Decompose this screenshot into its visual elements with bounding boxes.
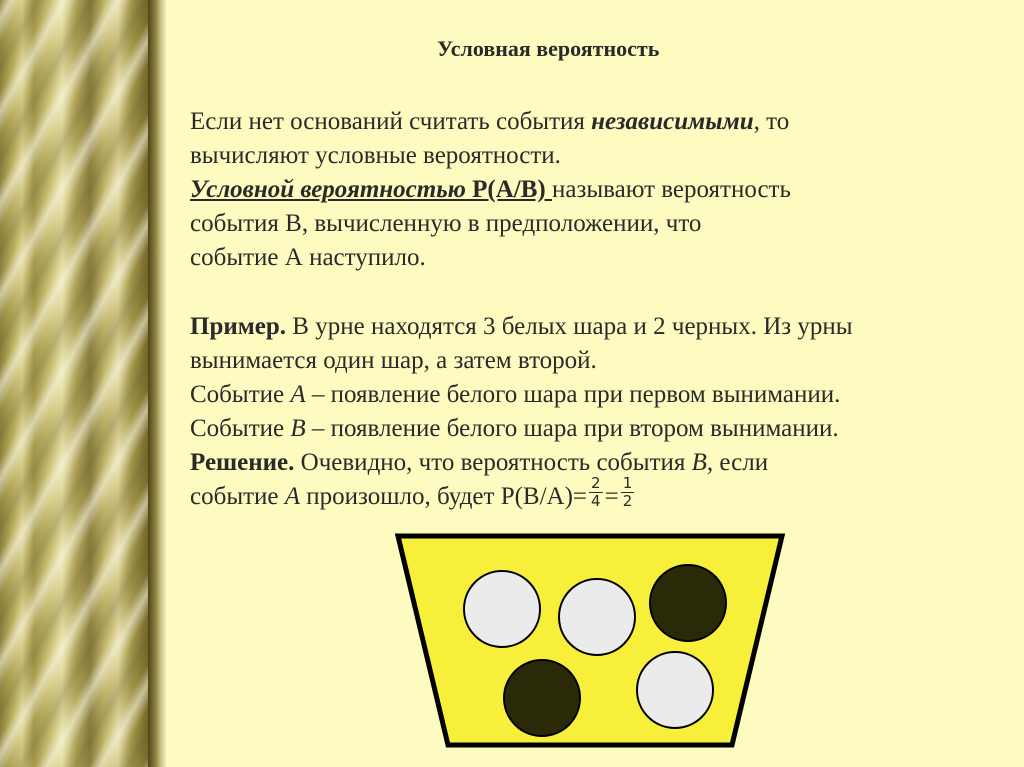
fraction-two-fourths: $\frac{2}{4}$ — [591, 473, 601, 510]
definition-paragraph — [190, 105, 791, 275]
urn-illustration — [395, 533, 785, 748]
definition-line-4: события В, вычисленную в предположении, что — [190, 210, 702, 237]
example-line-4: Событие В – появление белого шара при втором вынимании. — [190, 415, 839, 442]
white-ball — [559, 579, 635, 655]
black-ball — [650, 565, 726, 641]
definition-line-1: Если нет оснований считать события независимыми, то — [190, 108, 790, 135]
example-line-6: событие А произошло, будет Р(В/А)= $\frac{2}{4}$ = $\frac{1}{2}$ — [190, 473, 633, 510]
example-line-3: Событие А – появление белого шара при первом вынимании. — [190, 381, 841, 408]
black-ball — [504, 660, 580, 736]
term-independent: независимыми — [591, 108, 754, 135]
white-ball — [637, 652, 713, 728]
term-conditional-probability: Условной вероятностью — [190, 176, 466, 203]
definition-line-2: вычисляют условные вероятности. — [190, 142, 561, 169]
white-ball — [464, 571, 540, 647]
notation-p-a-b: Р(А/В) — [465, 176, 553, 203]
slide-title: Условная вероятность — [437, 36, 660, 61]
decorative-side-panel — [0, 0, 165, 767]
example-label: Пример. — [190, 313, 287, 340]
side-panel-edge — [148, 0, 166, 767]
fraction-one-half: $\frac{1}{2}$ — [622, 473, 633, 510]
definition-line-3: Условной вероятностью Р(А/В) называют вероятность — [190, 176, 791, 203]
example-line-1: Пример. В урне находятся 3 белых шара и 2 черных. Из урны — [190, 313, 853, 340]
example-line-2: вынимается один шар, а затем второй. — [190, 347, 597, 374]
solution-label: Решение. — [190, 449, 295, 476]
example-paragraph — [190, 310, 853, 516]
example-line-5: Решение. Очевидно, что вероятность события В, если — [190, 449, 769, 476]
definition-line-5: событие А наступило. — [190, 244, 426, 271]
